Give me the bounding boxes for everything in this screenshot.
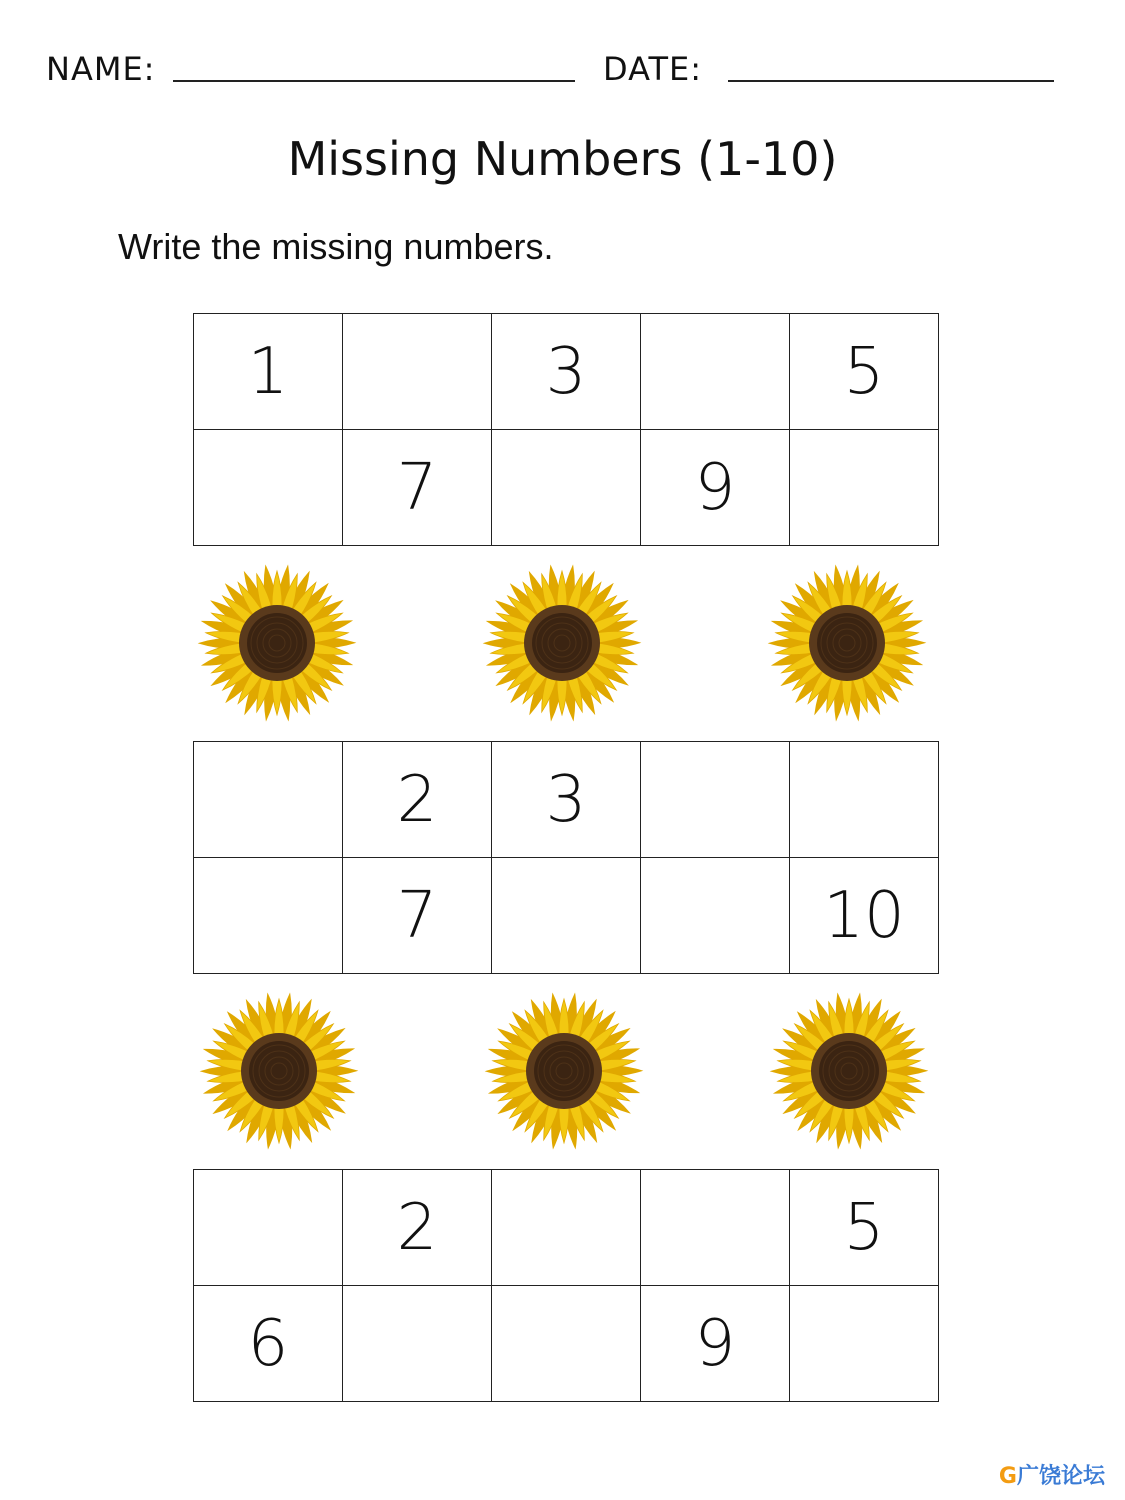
grid-row <box>194 1170 939 1286</box>
grid-cell[interactable] <box>641 858 790 974</box>
date-label: DATE: <box>603 50 703 88</box>
grid-cell[interactable]: 7 <box>343 858 492 974</box>
grid-cell[interactable]: 3 <box>492 742 641 858</box>
grid-cell[interactable]: 10 <box>790 858 939 974</box>
grid-cell[interactable] <box>194 1170 343 1286</box>
grid-row <box>194 314 939 430</box>
grid-cell[interactable]: 9 <box>641 1286 790 1402</box>
grid-cell[interactable] <box>790 1286 939 1402</box>
grid-cell[interactable] <box>790 430 939 546</box>
grid-cell[interactable] <box>343 1286 492 1402</box>
grid-cell[interactable] <box>641 742 790 858</box>
grid-cell[interactable] <box>194 858 343 974</box>
grid-cell[interactable] <box>492 1170 641 1286</box>
grid-cell[interactable]: 6 <box>194 1286 343 1402</box>
watermark-g-icon: G <box>998 1464 1017 1489</box>
grid-row <box>194 1286 939 1402</box>
grid-row <box>194 430 939 546</box>
grid-cell[interactable]: 2 <box>343 742 492 858</box>
grid-cell[interactable]: 5 <box>790 314 939 430</box>
grid-cell[interactable] <box>492 858 641 974</box>
grid-row <box>194 858 939 974</box>
number-grid-3 <box>193 1169 939 1402</box>
grid-row <box>194 742 939 858</box>
grid-cell[interactable]: 2 <box>343 1170 492 1286</box>
grid-cell[interactable] <box>343 314 492 430</box>
sunflower-icon <box>769 991 929 1151</box>
grid-cell[interactable] <box>194 430 343 546</box>
sunflower-icon <box>482 563 642 723</box>
instruction-text: Write the missing numbers. <box>118 226 554 267</box>
grid-cell[interactable] <box>492 430 641 546</box>
number-grid-1 <box>193 313 939 546</box>
sunflower-icon <box>199 991 359 1151</box>
grid-cell[interactable]: 5 <box>790 1170 939 1286</box>
sunflower-icon <box>197 563 357 723</box>
grid-cell[interactable]: 1 <box>194 314 343 430</box>
grid-cell[interactable] <box>194 742 343 858</box>
grid-cell[interactable] <box>492 1286 641 1402</box>
grid-cell[interactable] <box>790 742 939 858</box>
number-grid-2 <box>193 741 939 974</box>
grid-cell[interactable]: 9 <box>641 430 790 546</box>
name-line[interactable] <box>173 80 575 82</box>
sunflower-icon <box>767 563 927 723</box>
grid-cell[interactable] <box>641 314 790 430</box>
name-label: NAME: <box>46 50 156 88</box>
grid-cell[interactable]: 7 <box>343 430 492 546</box>
date-line[interactable] <box>728 80 1054 82</box>
grid-cell[interactable]: 3 <box>492 314 641 430</box>
page-title: Missing Numbers (1-10) <box>287 132 838 186</box>
grid-cell[interactable] <box>641 1170 790 1286</box>
sunflower-icon <box>484 991 644 1151</box>
watermark-text: 广饶论坛 <box>1016 1464 1105 1489</box>
watermark-logo <box>999 1459 1105 1490</box>
